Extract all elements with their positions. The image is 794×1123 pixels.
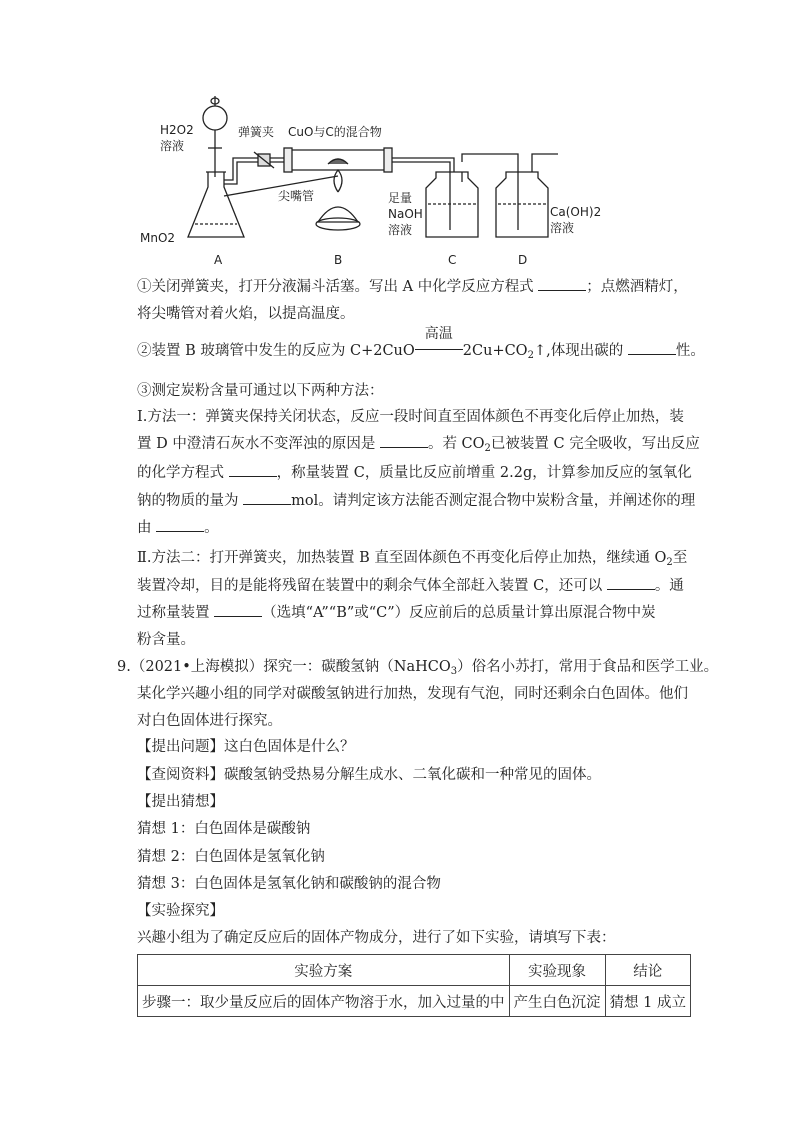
question-number: 9. <box>117 659 131 675</box>
experiment-heading: 【实验探究】 <box>137 903 224 919</box>
label-spring-clip: 弹簧夹 <box>238 125 275 139</box>
answer-blank[interactable] <box>229 464 277 477</box>
table-cell: 产生白色沉淀 <box>509 986 605 1017</box>
answer-blank[interactable] <box>607 577 655 590</box>
table-cell: 步骤一：取少量反应后的固体产物溶于水，加入过量的中 <box>138 986 510 1017</box>
label-solution-1: 溶液 <box>160 139 185 153</box>
hypothesis-heading: 【提出猜想】 <box>137 794 224 810</box>
conical-flask <box>188 172 244 237</box>
reaction-condition-arrow: 高温 <box>415 343 463 357</box>
q9-line1: 9.（2021•上海模拟）探究一：碳酸氢钠（NaHCO$_3$）俗名小苏打，常用于食品和医学工业。 <box>117 659 719 677</box>
question-section: 【提出问题】这白色固体是什么？ <box>137 739 355 755</box>
label-excess: 足量 <box>388 191 413 205</box>
table-header: 实验方案 <box>138 955 510 986</box>
q8-part1-line1: ①关闭弹簧夹，打开分液漏斗活塞。写出 A 中化学反应方程式 ；点燃酒精灯， <box>137 279 688 295</box>
method2-line4: 粉含量。 <box>137 632 195 648</box>
experiment-table <box>137 954 691 1017</box>
q9-line3: 对白色固体进行探究。 <box>137 713 282 729</box>
method1-line3: 的化学方程式 ，称量装置 C，质量比反应前增重 2.2g，计算参加反应的氢氧化 <box>137 465 692 481</box>
table-header: 结论 <box>605 955 690 986</box>
method2-line2: 装置冷却，目的是能将残留在装置中的剩余气体全部赶入装置 C，还可以 。通 <box>137 578 684 594</box>
apparatus-diagram <box>138 92 602 272</box>
q8-part2: ②装置 B 玻璃管中发生的反应为 C+2CuO 高温 $2Cu+CO_2↑$,体现出碳的 性。 <box>137 326 705 361</box>
answer-blank[interactable] <box>628 342 676 355</box>
hypothesis-1: 猜想 1：白色固体是碳酸钠 <box>137 821 311 837</box>
method1-line5: 由 。 <box>137 520 219 536</box>
answer-blank[interactable] <box>156 519 204 532</box>
answer-blank[interactable] <box>380 435 428 448</box>
table-row <box>138 986 691 1017</box>
label-solution-3: 溶液 <box>550 221 575 235</box>
label-mixture: CuO与C的混合物 <box>288 125 382 139</box>
hypothesis-2: 猜想 2：白色固体是氢氧化钠 <box>137 849 325 865</box>
label-solution-2: 溶液 <box>388 223 413 237</box>
label-naoh: NaOH <box>388 207 423 221</box>
method2-line1: Ⅱ.方法二：打开弹簧夹，加热装置 B 直至固体颜色不再变化后停止加热，继续通 $O_2$至 <box>137 550 688 568</box>
label-apparatus-a: A <box>214 253 223 267</box>
method2-line3: 过称量装置 （选填“A”“B”或“C”）反应前后的总质量计算出原混合物中炭 <box>137 605 656 621</box>
q9-line2: 某化学兴趣小组的同学对碳酸氢钠进行加热，发现有气泡，同时还剩余白色固体。他们 <box>137 686 688 702</box>
q8-part1-line2: 将尖嘴管对着火焰，以提高温度。 <box>137 306 355 322</box>
flame <box>334 170 342 192</box>
q8-part3: ③测定炭粉含量可通过以下两种方法： <box>137 383 384 399</box>
label-caoh2: Ca(OH)2 <box>550 205 602 219</box>
answer-blank[interactable] <box>538 278 586 291</box>
method1-line4: 钠的物质的量为 mol。请判定该方法能否测定混合物中炭粉含量，并阐述你的理 <box>137 493 696 509</box>
label-apparatus-b: B <box>334 253 343 267</box>
experiment-intro: 兴趣小组为了确定反应后的固体产物成分，进行了如下实验，请填写下表： <box>137 930 616 946</box>
label-apparatus-c: C <box>448 253 457 267</box>
label-mno2: MnO2 <box>140 231 176 245</box>
label-nozzle: 尖嘴管 <box>278 189 315 203</box>
method1-line2: 置 D 中澄清石灰水不变浑浊的原因是 。若 $CO_2$已被装置 C 完全吸收，写出反应 <box>137 436 700 454</box>
method1-line1: Ⅰ.方法一：弹簧夹保持关闭状态，反应一段时间直至固体颜色不再变化后停止加热，装 <box>137 409 684 425</box>
apparatus-figure <box>138 92 602 272</box>
hypothesis-3: 猜想 3：白色固体是氢氧化钠和碳酸钠的混合物 <box>137 876 441 892</box>
label-apparatus-d: D <box>518 253 528 267</box>
answer-blank[interactable] <box>214 604 262 617</box>
reference-section: 【查阅资料】碳酸氢钠受热易分解生成水、二氧化碳和一种常见的固体。 <box>137 767 601 783</box>
table-cell: 猜想 1 成立 <box>605 986 690 1017</box>
table-header: 实验现象 <box>509 955 605 986</box>
answer-blank[interactable] <box>243 492 291 505</box>
label-h2o2: H2O2 <box>160 123 194 137</box>
separating-funnel-bulb <box>203 106 227 130</box>
table-header-row <box>138 955 691 986</box>
